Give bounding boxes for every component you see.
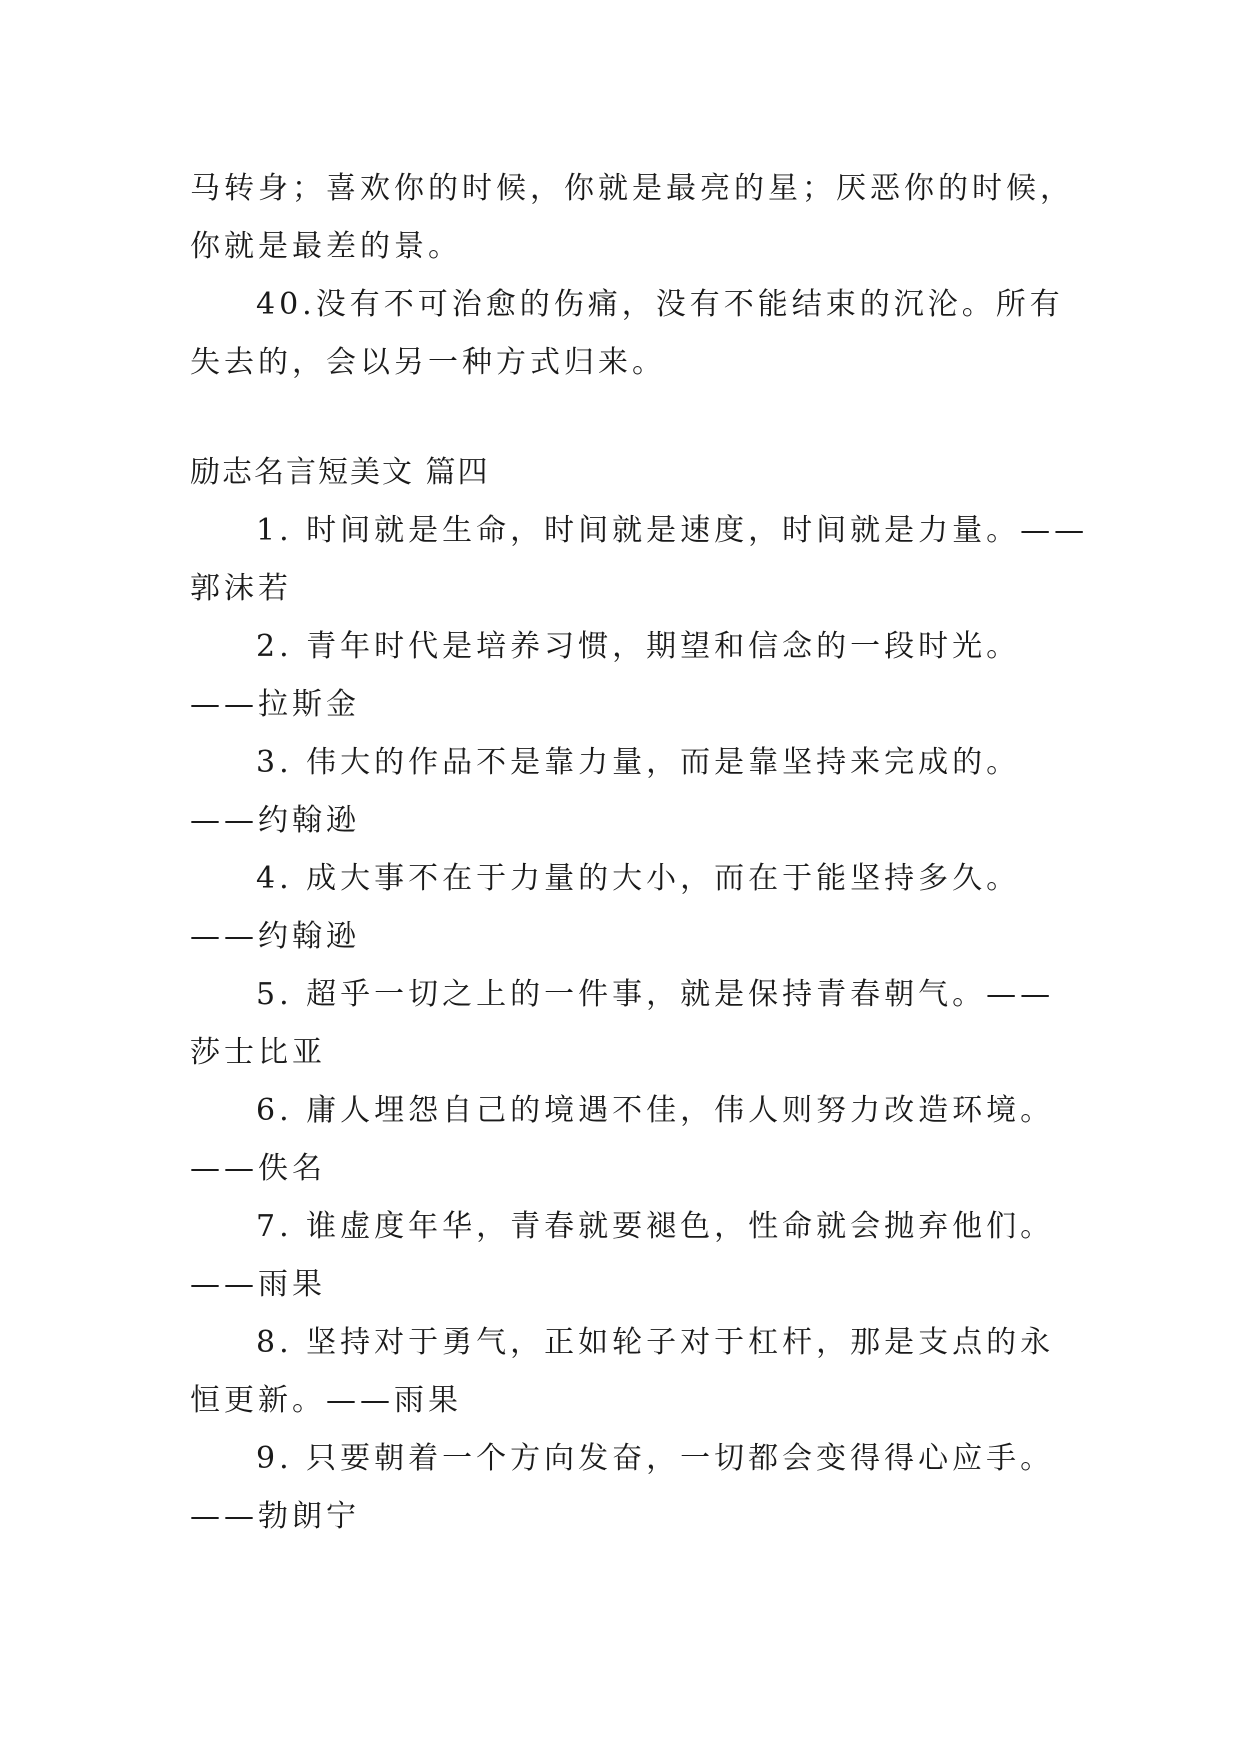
text-line: ——拉斯金 <box>190 687 360 722</box>
continuation-paragraph <box>190 160 1074 276</box>
text-line: 3. 伟大的作品不是靠力量，而是靠坚持来完成的。 <box>256 745 1021 780</box>
text-line: ——佚名 <box>190 1151 326 1186</box>
quote-item-7 <box>190 1198 1055 1314</box>
text-line: 40.没有不可治愈的伤痛，没有不能结束的沉沦。所有 <box>256 287 1064 322</box>
text-line: ——约翰逊 <box>190 803 360 838</box>
quote-item-3 <box>190 734 1050 850</box>
quote-item-40 <box>190 276 1064 392</box>
text-line: 4. 成大事不在于力量的大小，而在于能坚持多久。 <box>256 861 1021 896</box>
section-heading: 励志名言短美文 篇四 <box>190 455 490 490</box>
text-line: ——勃朗宁 <box>190 1499 360 1534</box>
quote-item-5 <box>190 966 1055 1082</box>
text-line: 6. 庸人埋怨自己的境遇不佳，伟人则努力改造环境。 <box>256 1093 1055 1128</box>
text-line: ——雨果 <box>190 1267 326 1302</box>
text-line: 马转身；喜欢你的时候，你就是最亮的星；厌恶你的时候， <box>190 171 1074 206</box>
text-line: 2. 青年时代是培养习惯，期望和信念的一段时光。 <box>256 629 1021 664</box>
text-line: 9. 只要朝着一个方向发奋，一切都会变得得心应手。 <box>256 1441 1055 1476</box>
text-line: 莎士比亚 <box>190 1035 326 1070</box>
text-line: 1. 时间就是生命，时间就是速度，时间就是力量。—— <box>256 513 1089 548</box>
text-line: 失去的，会以另一种方式归来。 <box>190 345 666 380</box>
quote-item-6 <box>190 1082 1055 1198</box>
text-line: ——约翰逊 <box>190 919 360 954</box>
quote-item-2 <box>190 618 1050 734</box>
text-line: 5. 超乎一切之上的一件事，就是保持青春朝气。—— <box>256 977 1055 1012</box>
text-line: 郭沫若 <box>190 571 292 606</box>
text-line: 7. 谁虚度年华，青春就要褪色，性命就会抛弃他们。 <box>256 1209 1055 1244</box>
quote-item-8 <box>190 1314 1055 1430</box>
document-body <box>190 160 1089 1546</box>
text-line: 8. 坚持对于勇气，正如轮子对于杠杆，那是支点的永 <box>256 1325 1055 1360</box>
quote-item-1 <box>190 502 1089 618</box>
quote-item-4 <box>190 850 1050 966</box>
quote-item-9 <box>190 1430 1055 1546</box>
text-line: 你就是最差的景。 <box>190 229 462 264</box>
text-line: 恒更新。——雨果 <box>190 1383 462 1418</box>
